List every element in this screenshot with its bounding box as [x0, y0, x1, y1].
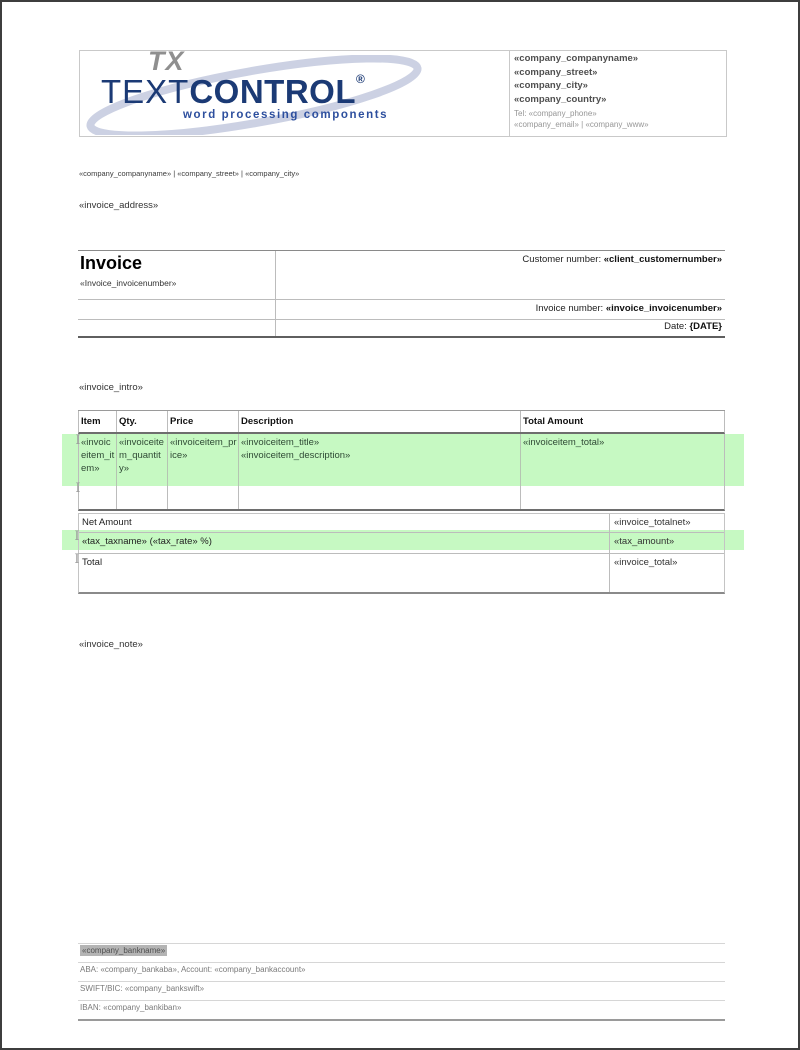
field-company-city[interactable]: «company_city»	[514, 80, 588, 91]
bank-name-row	[78, 944, 725, 963]
items-header-row	[78, 411, 725, 434]
text-cursor-icon[interactable]: I	[75, 433, 81, 448]
net-amount-label: Net Amount	[82, 517, 132, 528]
bank-aba-row[interactable]: ABA: «company_bankaba», Account: «company_bankaccount»	[78, 963, 725, 982]
invoice-number-cell	[276, 300, 725, 319]
logo-word-control: CONTROL	[189, 73, 356, 110]
field-invoice-total[interactable]: «invoice_total»	[609, 554, 724, 592]
item-data-row	[78, 434, 725, 486]
col-header-description: Description	[239, 411, 521, 432]
company-logo	[101, 72, 365, 111]
empty-cell	[78, 320, 276, 336]
logo-tx-text: TX	[148, 46, 185, 76]
field-invoice-number[interactable]: «Invoice_invoicenumber»	[80, 278, 177, 288]
field-price[interactable]: «invoiceitem_price»	[170, 437, 237, 461]
field-company-phone[interactable]: Tel: «company_phone»	[514, 109, 597, 118]
field-tax-name-rate[interactable]: «tax_taxname» («tax_rate» %)	[82, 536, 212, 547]
col-header-price: Price	[168, 411, 239, 432]
field-invoice-note[interactable]: «invoice_note»	[79, 639, 143, 650]
field-company-name[interactable]: «company_companyname»	[514, 53, 639, 64]
invoice-header-row-2	[78, 300, 725, 320]
bank-swift-row[interactable]: SWIFT/BIC: «company_bankswift»	[78, 982, 725, 1001]
total-label: Total	[82, 557, 103, 568]
total-row	[79, 554, 724, 592]
customer-number-label: Customer number:	[522, 254, 604, 265]
field-date[interactable]: {DATE}	[689, 321, 722, 332]
col-header-total-amount: Total Amount	[523, 416, 584, 427]
col-header-qty: Qty.	[117, 411, 168, 432]
invoice-title-cell	[78, 251, 276, 299]
invoice-title: Invoice	[80, 253, 143, 273]
text-cursor-icon[interactable]: I	[74, 529, 80, 544]
item-empty-row	[78, 486, 725, 511]
customer-number-cell	[276, 251, 725, 299]
field-item-total[interactable]: «invoiceitem_total»	[523, 437, 605, 448]
company-address-block	[514, 52, 719, 106]
field-invoice-totalnet[interactable]: «invoice_totalnet»	[609, 514, 724, 532]
field-bank-name[interactable]: «company_bankname»	[82, 946, 166, 955]
invoice-number-label: Invoice number:	[535, 303, 606, 314]
logo-word-text: TEXT	[101, 73, 190, 110]
invoice-header-table	[78, 250, 725, 338]
text-cursor-icon[interactable]: I	[75, 481, 81, 496]
field-invoice-number-value[interactable]: «invoice_invoicenumber»	[605, 303, 722, 314]
field-invoice-address[interactable]: «invoice_address»	[79, 200, 159, 211]
header-column-divider	[509, 50, 510, 136]
items-table	[78, 410, 725, 511]
field-item[interactable]: «invoiceitem_item»	[81, 437, 115, 474]
totals-table	[78, 513, 725, 594]
net-amount-row	[79, 514, 724, 533]
date-cell	[276, 320, 725, 336]
tax-row	[79, 533, 724, 554]
empty-cell	[78, 300, 276, 319]
field-tax-amount[interactable]: «tax_amount»	[609, 533, 724, 553]
field-company-email-www[interactable]: «company_email» | «company_www»	[514, 120, 649, 129]
registered-trademark-icon: ®	[356, 72, 365, 86]
field-customer-number[interactable]: «client_customernumber»	[603, 254, 722, 265]
col-header-item: Item	[79, 411, 117, 432]
sender-line[interactable]: «company_companyname» | «company_street» | «company_city»	[79, 169, 300, 178]
field-company-country[interactable]: «company_country»	[514, 93, 607, 105]
field-invoice-intro[interactable]: «invoice_intro»	[79, 382, 143, 393]
field-quantity[interactable]: «invoiceitem_quantity»	[119, 437, 164, 474]
field-company-street[interactable]: «company_street»	[514, 66, 598, 78]
field-item-description[interactable]: «invoiceitem_description»	[241, 450, 351, 461]
field-item-title[interactable]: «invoiceitem_title»	[241, 437, 320, 448]
logo-tagline: word processing components	[183, 109, 389, 121]
invoice-header-row-1	[78, 251, 725, 300]
text-cursor-icon[interactable]: I	[74, 552, 80, 567]
bank-iban-row[interactable]: IBAN: «company_bankiban»	[80, 1003, 182, 1012]
date-label: Date:	[664, 321, 690, 332]
bank-details-table	[78, 943, 725, 1021]
company-contact-block	[514, 108, 719, 130]
invoice-header-row-3	[78, 320, 725, 336]
